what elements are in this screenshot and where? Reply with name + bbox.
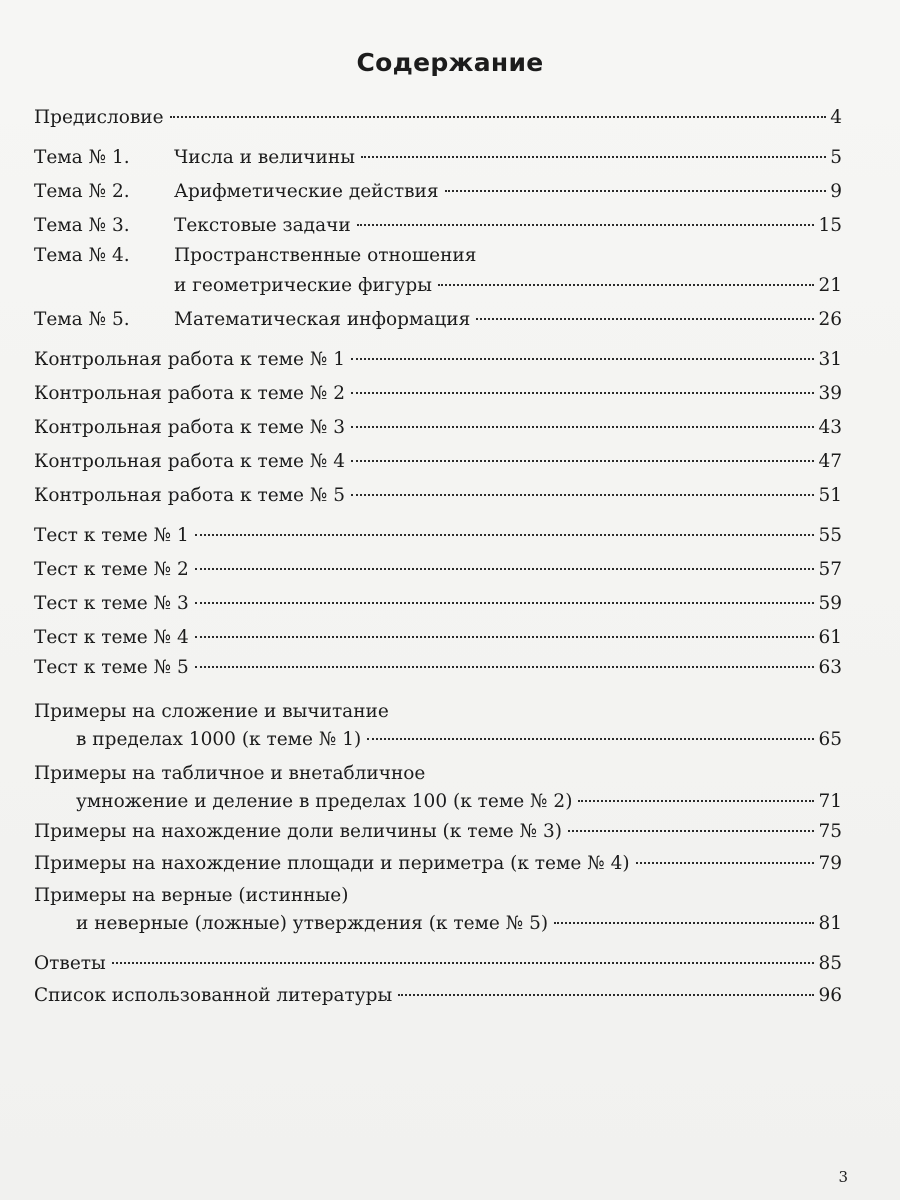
toc-entry-topic-3: [34, 214, 842, 238]
toc-entry-page: 75: [818, 821, 842, 842]
toc-entry-examples-5: [34, 884, 842, 908]
toc-entry-page: 59: [818, 593, 842, 614]
dot-leader: [195, 666, 815, 668]
dot-leader: [568, 830, 814, 832]
toc-entry-page: 96: [818, 985, 842, 1006]
toc-entry-label: Тест к теме № 2: [34, 559, 189, 580]
toc-topic-number: Тема № 5.: [34, 309, 130, 330]
toc-entry-quiz-5: [34, 656, 842, 680]
dot-leader: [351, 426, 814, 428]
toc-entry-label: Тест к теме № 5: [34, 657, 189, 678]
toc-entry-label: Контрольная работа к теме № 1: [34, 349, 346, 370]
toc-entry-label: Контрольная работа к теме № 4: [34, 451, 346, 472]
toc-entry-page: 65: [818, 729, 842, 750]
dot-leader: [195, 568, 815, 570]
dot-leader: [195, 636, 815, 638]
toc-entry-test-work-5: [34, 484, 842, 508]
toc-entry-topic-4: [34, 244, 842, 268]
toc-entry-label: Контрольная работа к теме № 3: [34, 417, 346, 438]
toc-topic-number: Тема № 2.: [34, 181, 130, 202]
toc-entry-page: 51: [818, 485, 842, 506]
toc-entry-quiz-2: [34, 558, 842, 582]
toc-entry-page: 21: [818, 275, 842, 296]
toc-entry-label: Примеры на нахождение площади и периметра (к теме № 4): [34, 853, 630, 874]
toc-entry-examples-1: [34, 700, 842, 724]
toc-entry-examples-1-cont: [76, 728, 842, 752]
dot-leader: [357, 224, 815, 226]
toc-entry-label-cont: и неверные (ложные) утверждения (к теме № 5): [76, 913, 549, 934]
toc-entry-page: 43: [818, 417, 842, 438]
toc-entry-page: 79: [818, 853, 842, 874]
dot-leader: [636, 862, 815, 864]
toc-entry-label: Примеры на нахождение доли величины (к теме № 3): [34, 821, 562, 842]
dot-leader: [398, 994, 814, 996]
toc-entry-quiz-4: [34, 626, 842, 650]
toc-entry-label-cont: умножение и деление в пределах 100 (к теме № 2): [76, 791, 573, 812]
toc-entry-test-work-2: [34, 382, 842, 406]
toc-entry-examples-5-cont: [76, 912, 842, 936]
toc-entry-references: [34, 984, 842, 1008]
toc-entry-topic-1: [34, 146, 842, 170]
page-number: 3: [838, 1168, 848, 1186]
toc-entry-label: Контрольная работа к теме № 5: [34, 485, 346, 506]
toc-entry-page: 4: [830, 107, 842, 128]
toc-entry-label: Примеры на табличное и внетабличное: [34, 763, 426, 784]
toc-entry-page: 57: [818, 559, 842, 580]
toc-topic-number: Тема № 1.: [34, 147, 130, 168]
dot-leader: [351, 358, 814, 360]
dot-leader: [195, 534, 815, 536]
toc-entry-label-cont: в пределах 1000 (к теме № 1): [76, 729, 362, 750]
toc-entry-page: 55: [818, 525, 842, 546]
toc-entry-preface: [34, 106, 842, 130]
dot-leader: [554, 922, 814, 924]
toc-entry-label: Примеры на сложение и вычитание: [34, 701, 389, 722]
dot-leader: [578, 800, 814, 802]
toc-entry-test-work-3: [34, 416, 842, 440]
toc-entry-page: 85: [818, 953, 842, 974]
toc-entry-page: 26: [818, 309, 842, 330]
dot-leader: [367, 738, 814, 740]
toc-entry-label: Числа и величины: [174, 147, 355, 168]
toc-entry-label: Пространственные отношения: [174, 245, 477, 266]
toc-entry-quiz-1: [34, 524, 842, 548]
toc-entry-page: 9: [830, 181, 842, 202]
toc-entry-examples-3: [34, 820, 842, 844]
dot-leader: [195, 602, 815, 604]
toc-entry-label: Арифметические действия: [174, 181, 439, 202]
toc-entry-page: 39: [818, 383, 842, 404]
toc-entry-label: Тест к теме № 3: [34, 593, 189, 614]
dot-leader: [361, 156, 826, 158]
toc-entry-topic-5: [34, 308, 842, 332]
toc-entry-examples-2-cont: [76, 790, 842, 814]
dot-leader: [445, 190, 827, 192]
toc-entry-label: Ответы: [34, 953, 106, 974]
dot-leader: [112, 962, 815, 964]
toc-entry-page: 5: [830, 147, 842, 168]
toc-entry-examples-4: [34, 852, 842, 876]
dot-leader: [351, 392, 814, 394]
toc-entry-label: Тест к теме № 1: [34, 525, 189, 546]
toc-entry-answers: [34, 952, 842, 976]
toc-entry-label: Предисловие: [34, 107, 164, 128]
toc-entry-page: 81: [818, 913, 842, 934]
toc-entry-label: Тест к теме № 4: [34, 627, 189, 648]
toc-entry-test-work-1: [34, 348, 842, 372]
toc-entry-label: Контрольная работа к теме № 2: [34, 383, 346, 404]
toc-entry-label: Математическая информация: [174, 309, 471, 330]
toc-entry-page: 47: [818, 451, 842, 472]
page-title: Содержание: [356, 48, 544, 77]
toc-entry-page: 63: [818, 657, 842, 678]
toc-entry-label: Текстовые задачи: [174, 215, 351, 236]
toc-entry-page: 15: [818, 215, 842, 236]
dot-leader: [476, 318, 814, 320]
dot-leader: [438, 284, 815, 286]
toc-entry-test-work-4: [34, 450, 842, 474]
dot-leader: [351, 494, 814, 496]
toc-topic-number: Тема № 4.: [34, 245, 130, 266]
toc-topic-number: Тема № 3.: [34, 215, 130, 236]
toc-entry-page: 71: [818, 791, 842, 812]
toc-entry-label: Список использованной литературы: [34, 985, 393, 1006]
toc-entry-examples-2: [34, 762, 842, 786]
toc-entry-label: Примеры на верные (истинные): [34, 885, 349, 906]
toc-entry-topic-2: [34, 180, 842, 204]
toc-entry-quiz-3: [34, 592, 842, 616]
dot-leader: [170, 116, 827, 118]
toc-entry-topic-4-cont: [174, 274, 842, 298]
toc-entry-page: 61: [818, 627, 842, 648]
toc-entry-page: 31: [818, 349, 842, 370]
dot-leader: [351, 460, 814, 462]
toc-entry-label-cont: и геометрические фигуры: [174, 275, 432, 296]
